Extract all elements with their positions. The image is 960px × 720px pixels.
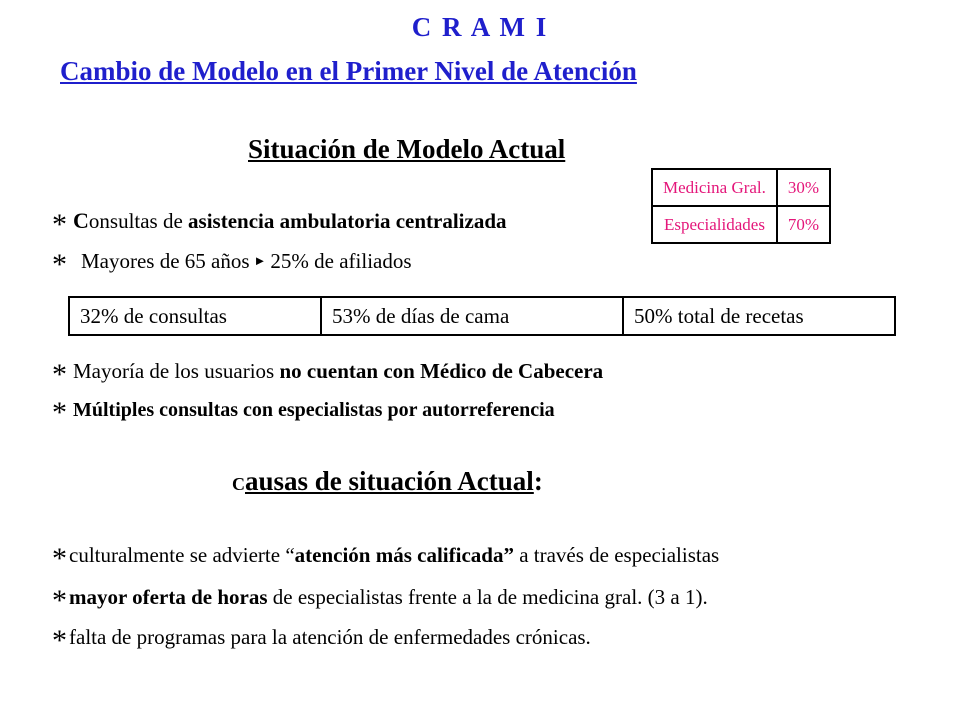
table-cell-value: 30% [777, 169, 830, 206]
text-bold: atención más calificada” [294, 543, 514, 567]
page-subtitle: Cambio de Modelo en el Primer Nivel de Atención [60, 56, 637, 86]
text-normal: Mayoría de los usuarios [73, 359, 280, 383]
cause-cultural [52, 542, 719, 576]
table-cell: 53% de días de cama [321, 297, 623, 335]
text-bold: Múltiples consultas con especialistas por autorreferencia [73, 399, 555, 421]
text-normal: culturalmente se advierte “ [69, 543, 295, 567]
cause-oferta [52, 584, 708, 618]
table-row [652, 206, 830, 243]
bullet-star: * [52, 396, 67, 429]
bullet-multiples [52, 396, 555, 430]
bullet-consultas [52, 208, 507, 242]
distribution-table [651, 168, 831, 244]
bullet-star: * [52, 542, 67, 575]
text-bold: asistencia ambulatoria centralizada [188, 209, 507, 233]
text-normal: Mayores de 65 años [81, 249, 250, 273]
table-cell-label: Especialidades [652, 206, 777, 243]
section-heading-causes [232, 466, 543, 497]
text-bold: mayor oferta de horas [69, 585, 268, 609]
table-row [69, 297, 895, 335]
cause-programas [52, 624, 591, 658]
text-normal: de especialistas frente a la de medicina gral. (3 a 1). [267, 585, 708, 609]
drop-letter: C [73, 208, 89, 233]
bullet-star: * [52, 208, 67, 241]
bullet-star: * [52, 248, 67, 281]
table-cell-value: 70% [777, 206, 830, 243]
table-cell: 32% de consultas [69, 297, 321, 335]
bullet-mayoria [52, 358, 603, 392]
elderly-stats-table [68, 296, 896, 336]
table-cell-label: Medicina Gral. [652, 169, 777, 206]
table-row [652, 169, 830, 206]
table-cell: 50% total de recetas [623, 297, 895, 335]
heading-text: ausas de situación Actual [245, 466, 534, 496]
bullet-star: * [52, 584, 67, 617]
text-normal: falta de programas para la atención de enfermedades crónicas. [69, 625, 591, 649]
arrow-icon: ► [253, 253, 267, 268]
text-normal: a través de especialistas [513, 543, 720, 567]
heading-colon: : [533, 466, 543, 496]
text-bold: no cuentan con Médico de Cabecera [279, 359, 604, 383]
drop-letter: C [232, 474, 245, 494]
org-title: C R A M I [411, 12, 549, 42]
text-normal: onsultas de [88, 209, 189, 233]
bullet-mayores [52, 248, 412, 282]
section-heading-situation: Situación de Modelo Actual [248, 134, 566, 164]
text-normal: 25% de afiliados [270, 249, 412, 273]
bullet-star: * [52, 358, 67, 391]
bullet-star: * [52, 624, 67, 657]
